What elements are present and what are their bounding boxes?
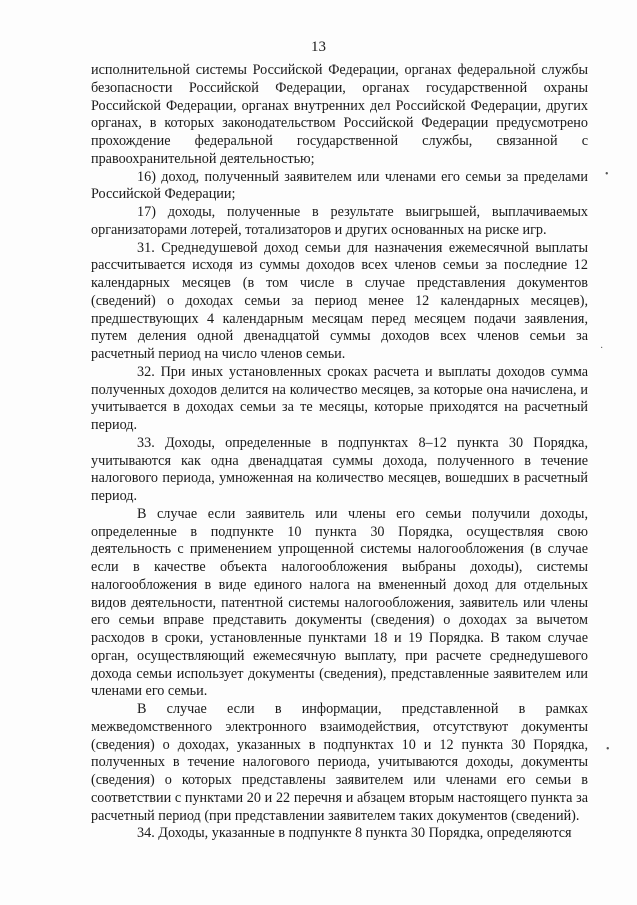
paragraph-31: 31. Среднедушевой доход семьи для назначения ежемесячной выплаты рассчитывается исходя из суммы доходов всех членов семьи за последние 12 календарных месяцев (в том числе в случае представления документов (сведений) о доходах семьи за период менее 12 календарных месяцев), предшествующих 4 календарным месяцам перед месяцем подачи заявления, путем деления одной двенадцатой суммы доходов всех членов семьи за расчетный период на число членов семьи. [91,239,588,362]
page-number: 13 [311,39,326,55]
scan-mark: • [605,169,609,180]
paragraph-16: 16) доход, полученный заявителем или членами его семьи за пределами Российской Федерации; [91,168,588,203]
paragraph-32: 32. При иных установленных сроках расчета и выплаты доходов сумма полученных доходов делится на количество месяцев, за которые она начислена, и учитывается в доходах семьи за те месяцы, которые приходятся на расчетный период. [91,363,588,433]
paragraph-17: 17) доходы, полученные в результате выигрышей, выплачиваемых организаторами лотерей, тотализаторов и других основанных на риске игр. [91,204,588,238]
paragraph-33-case-2: В случае если в информации, представленной в рамках межведомственного электронного взаимодействия, отсутствуют документы (сведения) о доходах, указанных в подпунктах 10 и 12 пункта 30 Порядка, полученных в течение налогового периода, учитываются доходы, документы (сведения) о которых представлены заявителем или членами его семьи в соответствии с пунктами 20 и 22 перечня и абзацем вторым настоящего пункта за расчетный период (при представлении заявителем таких документов (сведений). [91,701,588,824]
paragraph-33: 33. Доходы, определенные в подпунктах 8–12 пункта 30 Порядка, учитываются как одна двенадцатая суммы дохода, полученного в течение налогового периода, умноженная на количество месяцев, вошедших в расчетный период. [91,434,588,504]
scan-mark: · [600,343,604,354]
scan-mark: • [606,744,610,755]
paragraph-continuation: исполнительной системы Российской Федерации, органах федеральной службы безопасности Российской Федерации, органах государственной охраны Российской Федерации, органах внутренних дел Российской Федерации, других органах, в которых законодательством Российской Федерации предусмотрено прохождение федеральной государственной службы, связанной с правоохранительной деятельностью; [91,62,588,167]
document-body [91,62,588,843]
paragraph-34: 34. Доходы, указанные в подпункте 8 пункта 30 Порядка, определяются [137,825,572,842]
paragraph-33-case-1: В случае если заявитель или члены его семьи получили доходы, определенные в подпункте 10 пункта 30 Порядка, осуществляя свою деятельность с применением упрощенной системы налогообложения (в случае если в качестве объекта налогообложения выбраны доходы), системы налогообложения в виде единого налога на вмененный доход для отдельных видов деятельности, патентной системы налогообложения, заявитель или члены его семьи вправе представить документы (сведения) о доходах за вычетом расходов в сроки, установленные пунктами 18 и 19 Порядка. В таком случае орган, осуществляющий ежемесячную выплату, при расчете среднедушевого дохода семьи использует документы (сведения), представленные заявителем или членами его семьи. [91,505,588,700]
